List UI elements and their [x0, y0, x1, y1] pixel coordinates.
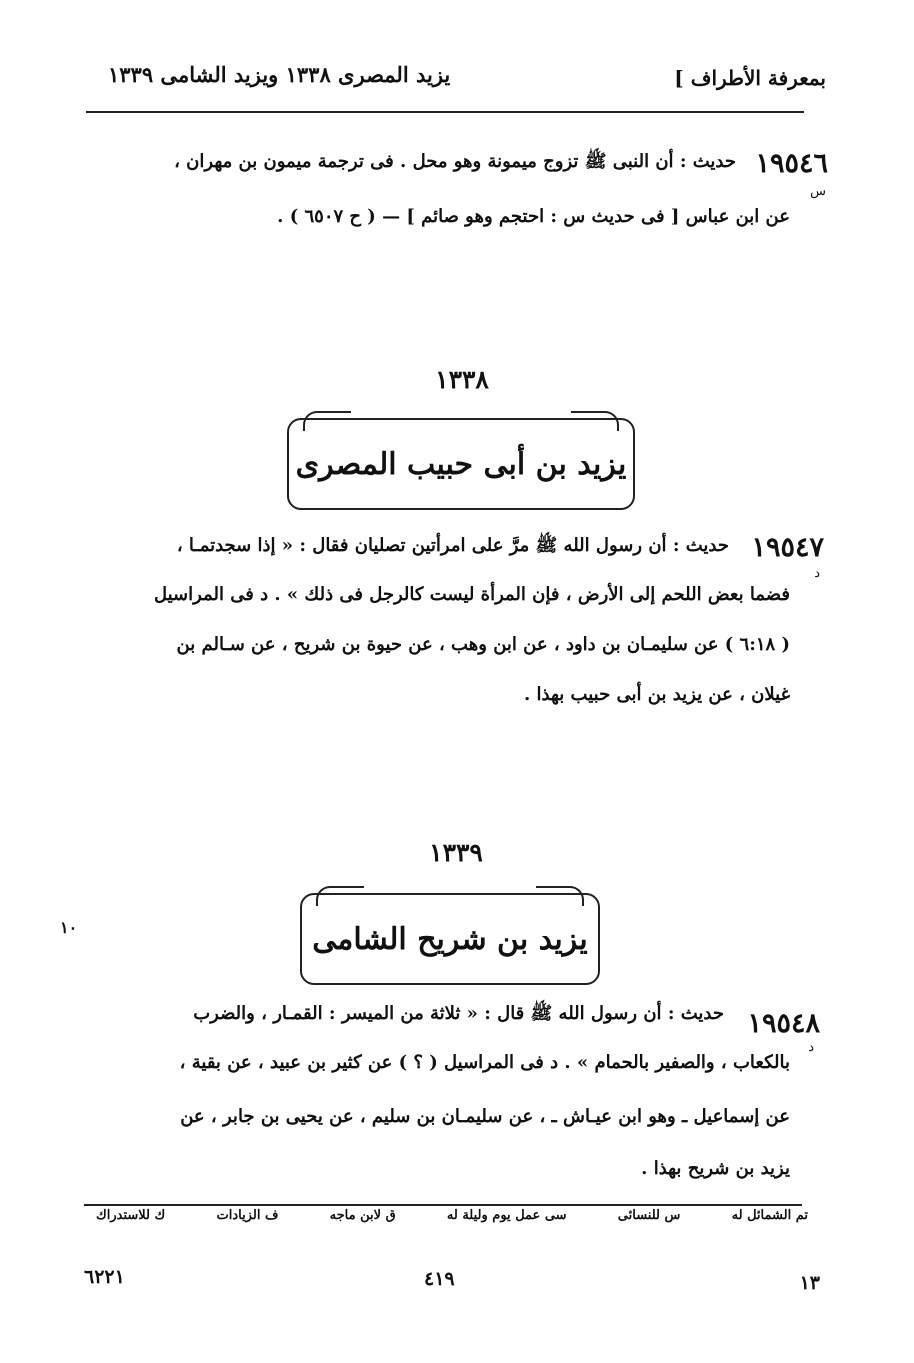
section-number: ١٣٣٨ [435, 365, 489, 394]
section-number: ١٣٣٩ [429, 838, 483, 867]
section-title-frame [300, 893, 600, 985]
entry-text-line: يزيد بن شريح بهذا . [641, 1158, 790, 1179]
footer-note: ك للاستدراك [96, 1208, 166, 1223]
volume-page-number: ١٣ [799, 1272, 820, 1294]
entry-text-line: عن ابن عباس [ فى حديث س : احتجم وهو صائم ] — ( ح ٦٥٠٧ ) . [277, 206, 790, 227]
running-header-section: بمعرفة الأطراف ] [674, 66, 826, 90]
footer-abbreviations [96, 1208, 808, 1223]
footer-rule [84, 1204, 802, 1206]
entry-number: ١٩٥٤٨ [747, 1008, 820, 1039]
header-rule [86, 111, 804, 113]
section-title-frame [287, 418, 635, 510]
entry-text-line: حديث : أن النبى ﷺ تزوج ميمونة وهو محل . فى ترجمة ميمون بن مهران ، [174, 151, 736, 172]
entry-sigla: س [810, 184, 826, 199]
entry-text-line: بالكعاب ، والصفير بالحمام » . د فى المراسيل ( ؟ ) عن كثير بن عبيد ، عن بقية ، [179, 1052, 790, 1073]
entry-number: ١٩٥٤٧ [751, 532, 824, 563]
footer-note: سى عمل يوم وليلة له [446, 1208, 567, 1223]
page-number: ٤١٩ [424, 1268, 455, 1290]
footer-note: س للنسائى [617, 1208, 681, 1223]
entry-text-line: غيلان ، عن يزيد بن أبى حبيب بهذا . [523, 684, 790, 705]
footer-note: ق لابن ماجه [329, 1208, 396, 1223]
entry-text-line: حديث : أن رسول الله ﷺ قال : « ثلاثة من الميسر : القمـار ، والضرب [193, 1003, 724, 1024]
margin-line-number: ١٠ [60, 918, 78, 937]
entry-text-line: عن إسماعيل ـ وهو ابن عيـاش ـ ، عن سليمـان بن سليم ، عن يحيى بن جابر ، عن [180, 1106, 790, 1127]
footer-note: ف الزيادات [216, 1208, 279, 1223]
entry-text-line: حديث : أن رسول الله ﷺ مرَّ على امرأتين تصليان فقال : « إذا سجدتمـا ، [176, 535, 729, 556]
section-title: يزيد بن أبى حبيب المصرى [295, 446, 627, 482]
section-title: يزيد بن شريح الشامى [312, 921, 588, 957]
entry-sigla: د [814, 566, 820, 581]
footer-note: تم الشمائل له [731, 1208, 808, 1223]
entry-number: ١٩٥٤٦ [755, 148, 828, 179]
entry-text-line: فضما بعض اللحم إلى الأرض ، فإن المرأة ليست كالرجل فى ذلك » . د فى المراسيل [153, 584, 790, 605]
entry-sigla: د [808, 1040, 814, 1055]
global-number: ٦٢٢١ [84, 1266, 125, 1288]
entry-text-line: ( ٦:١٨ ) عن سليمـان بن داود ، عن ابن وهب ، عن حيوة بن شريح ، عن سـالم بن [176, 634, 790, 655]
running-header-title: يزيد المصرى ١٣٣٨ ويزيد الشامى ١٣٣٩ [108, 62, 451, 87]
